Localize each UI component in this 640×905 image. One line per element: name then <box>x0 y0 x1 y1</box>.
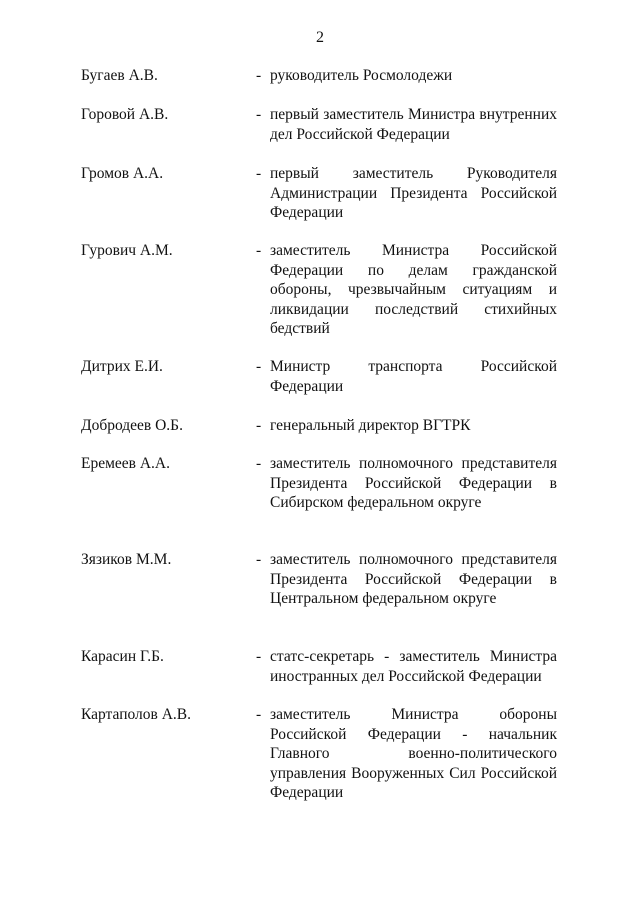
separator-dash: - <box>256 648 262 665</box>
person-name: Добродеев О.Б. <box>81 417 183 434</box>
page-number: 2 <box>316 29 324 46</box>
separator-dash: - <box>256 165 262 182</box>
separator-dash: - <box>256 706 262 723</box>
separator-dash: - <box>256 106 262 123</box>
person-name: Дитрих Е.И. <box>81 358 163 375</box>
person-name: Гурович А.М. <box>81 242 173 259</box>
separator-dash: - <box>256 242 262 259</box>
position-description: первый заместитель Министра внутренних дел Российской Федерации <box>270 106 557 143</box>
person-name: Бугаев А.В. <box>81 67 158 84</box>
position-description: Министр транспорта Российской Федерации <box>270 358 557 395</box>
person-name: Зязиков М.М. <box>81 551 172 568</box>
person-name: Карасин Г.Б. <box>81 648 164 665</box>
separator-dash: - <box>256 417 262 434</box>
position-description: заместитель Министра обороны Российской Федерации - начальник Главного военно-политического управления Вооруженных Сил Российской Федерации <box>270 706 557 801</box>
separator-dash: - <box>256 67 262 84</box>
person-name: Горовой А.В. <box>81 106 169 123</box>
position-description: первый заместитель Руководителя Администрации Президента Российской Федерации <box>270 165 557 221</box>
person-name: Еремеев А.А. <box>81 455 170 472</box>
position-description: заместитель Министра Российской Федерации по делам гражданской обороны, чрезвычайным ситуациям и ликвидации последствий стихийных бедствий <box>270 242 557 337</box>
position-description: заместитель полномочного представителя Президента Российской Федерации в Центральном федеральном округе <box>270 551 557 607</box>
position-description: статс-секретарь - заместитель Министра иностранных дел Российской Федерации <box>270 648 557 685</box>
person-name: Картаполов А.В. <box>81 706 191 723</box>
person-name: Громов А.А. <box>81 165 164 182</box>
separator-dash: - <box>256 455 262 472</box>
separator-dash: - <box>256 358 262 375</box>
position-description: заместитель полномочного представителя Президента Российской Федерации в Сибирском федеральном округе <box>270 455 557 511</box>
position-description: генеральный директор ВГТРК <box>270 417 471 434</box>
separator-dash: - <box>256 551 262 568</box>
position-description: руководитель Росмолодежи <box>270 67 453 84</box>
